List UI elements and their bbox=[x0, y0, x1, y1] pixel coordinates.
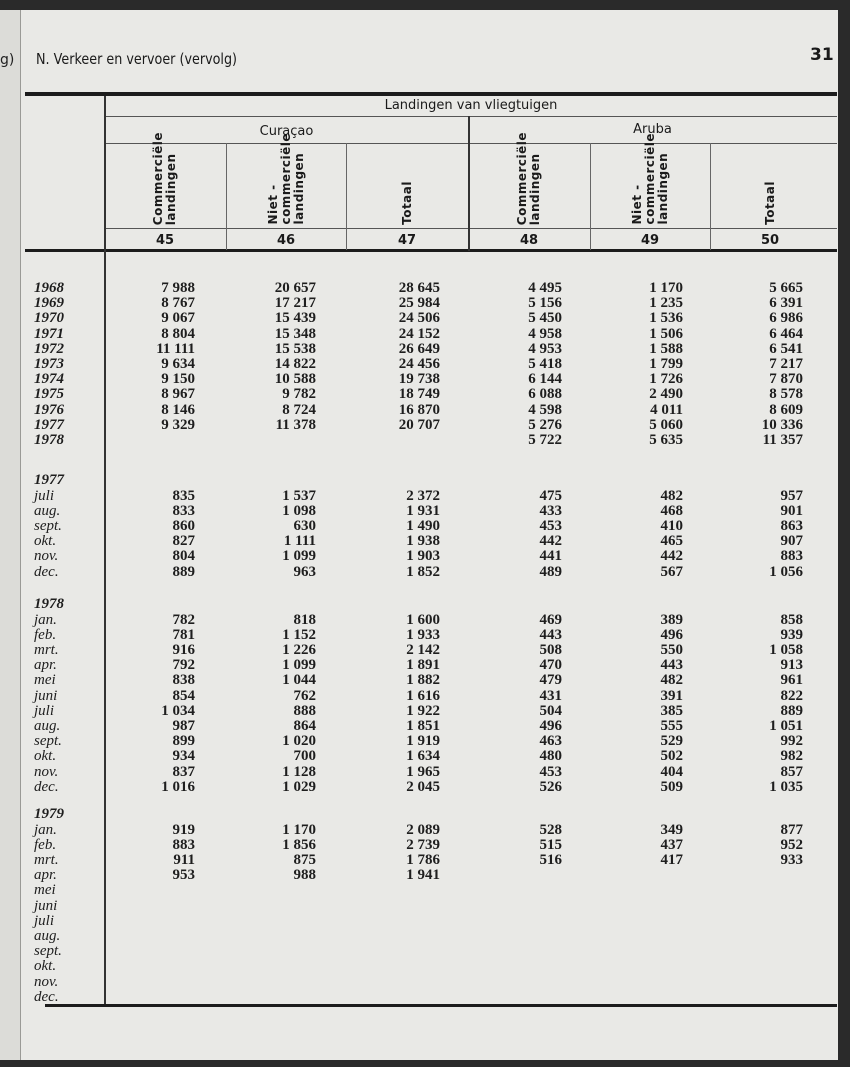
column-header bbox=[256, 133, 316, 225]
rule bbox=[105, 116, 837, 117]
table-cell: 9 634 bbox=[161, 356, 195, 372]
row-label: sept. bbox=[34, 517, 62, 534]
rule bbox=[105, 228, 837, 229]
table-cell: 1 851 bbox=[406, 717, 440, 734]
table-cell: 453 bbox=[539, 763, 562, 780]
table-top-rule bbox=[25, 92, 837, 96]
table-cell: 469 bbox=[539, 611, 562, 628]
table-cell: 982 bbox=[780, 748, 803, 765]
table-cell: 15 348 bbox=[274, 325, 316, 342]
table-cell: 6 541 bbox=[769, 340, 803, 357]
table-cell: 1 506 bbox=[649, 325, 683, 342]
page-title: N. Verkeer en vervoer (vervolg) bbox=[36, 50, 238, 68]
table-cell: 952 bbox=[780, 836, 803, 853]
table-cell: 1 051 bbox=[769, 717, 803, 734]
row-label: dec. bbox=[34, 563, 59, 580]
table-cell: 2 142 bbox=[406, 641, 440, 658]
row-label: 1975 bbox=[34, 386, 64, 403]
row-label: 1978 bbox=[34, 432, 64, 448]
table-cell: 5 060 bbox=[649, 416, 683, 433]
header-bottom-rule bbox=[25, 249, 837, 252]
table-cell: 10 336 bbox=[761, 416, 803, 433]
table-cell: 1 034 bbox=[161, 702, 195, 719]
table-cell: 864 bbox=[293, 717, 316, 734]
table-cell: 463 bbox=[539, 733, 562, 750]
row-label: 1977 bbox=[34, 416, 64, 433]
table-cell: 961 bbox=[780, 672, 803, 689]
table-cell: 443 bbox=[660, 657, 683, 674]
table-cell: 508 bbox=[539, 641, 562, 658]
table-cell: 916 bbox=[172, 641, 195, 658]
table-cell: 1 098 bbox=[282, 502, 316, 519]
table-cell: 8 967 bbox=[161, 386, 195, 403]
table-cell: 863 bbox=[780, 517, 803, 534]
table-cell: 24 152 bbox=[398, 325, 440, 342]
row-label: aug. bbox=[34, 717, 61, 734]
table-cell: 827 bbox=[172, 533, 195, 550]
table-cell: 1 170 bbox=[282, 821, 316, 838]
table-cell: 17 217 bbox=[274, 295, 316, 312]
table-cell: 453 bbox=[539, 517, 562, 534]
table-cell: 1 600 bbox=[406, 611, 440, 628]
table-cell: 465 bbox=[660, 533, 683, 550]
row-label: aug. bbox=[34, 502, 61, 519]
column-header-label: Niet - commerciële landingen bbox=[629, 133, 670, 225]
table-cell: 957 bbox=[780, 487, 803, 504]
table-cell: 475 bbox=[539, 487, 562, 504]
table-cell: 14 822 bbox=[274, 356, 316, 372]
row-label: mei bbox=[34, 672, 56, 689]
table-cell: 630 bbox=[293, 517, 316, 534]
table-cell: 913 bbox=[780, 657, 803, 674]
table-cell: 837 bbox=[172, 763, 195, 780]
row-label: mei bbox=[34, 882, 56, 899]
column-number: 46 bbox=[276, 233, 296, 248]
table-cell: 877 bbox=[780, 821, 803, 838]
row-label: apr. bbox=[34, 867, 57, 884]
table-cell: 1 588 bbox=[649, 340, 683, 357]
row-label: 1971 bbox=[34, 325, 64, 342]
table-cell: 468 bbox=[660, 502, 683, 519]
block-year-heading: 1978 bbox=[34, 596, 64, 612]
group-title: Landingen van vliegtuigen bbox=[384, 98, 558, 113]
table-cell: 901 bbox=[780, 502, 803, 519]
table-cell: 515 bbox=[539, 836, 562, 853]
table-cell: 442 bbox=[660, 548, 683, 565]
table-cell: 8 609 bbox=[769, 401, 803, 418]
table-cell: 567 bbox=[660, 563, 683, 580]
previous-page-fragment: g) bbox=[0, 52, 15, 68]
table-cell: 1 058 bbox=[769, 641, 803, 658]
table-cell: 1 919 bbox=[406, 733, 440, 750]
row-label: aug. bbox=[34, 927, 61, 944]
table-cell: 1 941 bbox=[406, 867, 440, 884]
table-cell: 818 bbox=[293, 611, 316, 628]
table-cell: 5 418 bbox=[528, 356, 562, 372]
table-cell: 883 bbox=[172, 836, 195, 853]
column-header-label: Commerciële landingen bbox=[151, 131, 178, 225]
table-cell: 1 226 bbox=[282, 641, 316, 658]
table-cell: 1 856 bbox=[282, 836, 316, 853]
table-cell: 8 724 bbox=[282, 401, 316, 418]
table-cell: 1 965 bbox=[406, 763, 440, 780]
table-cell: 1 933 bbox=[406, 626, 440, 643]
row-label: okt. bbox=[34, 533, 57, 550]
row-label: juni bbox=[34, 897, 58, 914]
table-cell: 833 bbox=[172, 502, 195, 519]
table-cell: 762 bbox=[293, 687, 316, 704]
table-cell: 5 276 bbox=[528, 416, 562, 433]
table-cell: 8 767 bbox=[161, 295, 195, 312]
table-cell: 9 150 bbox=[161, 371, 195, 388]
table-cell: 26 649 bbox=[398, 340, 440, 357]
table-cell: 7 988 bbox=[161, 280, 195, 296]
table-cell: 1 726 bbox=[649, 371, 683, 388]
page-number: 31 bbox=[810, 45, 834, 65]
column-header-label: Commerciële landingen bbox=[515, 131, 542, 225]
table-cell: 875 bbox=[293, 851, 316, 868]
table-cell: 963 bbox=[293, 563, 316, 580]
table-cell: 911 bbox=[173, 851, 195, 868]
table-cell: 804 bbox=[172, 548, 195, 565]
table-cell: 933 bbox=[780, 851, 803, 868]
table-cell: 1 128 bbox=[282, 763, 316, 780]
table-cell: 8 578 bbox=[769, 386, 803, 403]
table-cell: 417 bbox=[660, 851, 683, 868]
table-cell: 6 391 bbox=[769, 295, 803, 312]
table-cell: 404 bbox=[660, 763, 683, 780]
block-year-heading: 1977 bbox=[34, 472, 64, 488]
table-cell: 25 984 bbox=[398, 295, 440, 312]
table-cell: 854 bbox=[172, 687, 195, 704]
row-label: 1968 bbox=[34, 280, 64, 296]
table-cell: 431 bbox=[539, 687, 562, 704]
table-cell: 1 056 bbox=[769, 563, 803, 580]
table-cell: 939 bbox=[780, 626, 803, 643]
table-cell: 18 749 bbox=[398, 386, 440, 403]
table-cell: 502 bbox=[660, 748, 683, 765]
table-cell: 482 bbox=[660, 672, 683, 689]
rule bbox=[105, 143, 837, 144]
table-cell: 410 bbox=[660, 517, 683, 534]
table-cell: 987 bbox=[172, 717, 195, 734]
table-cell: 953 bbox=[172, 867, 195, 884]
column-header bbox=[377, 147, 437, 225]
table-cell: 889 bbox=[780, 702, 803, 719]
table-cell: 934 bbox=[172, 748, 195, 765]
row-label: juli bbox=[34, 912, 55, 929]
table-cell: 888 bbox=[293, 702, 316, 719]
row-label: 1973 bbox=[34, 356, 64, 372]
table-cell: 20 707 bbox=[398, 416, 440, 433]
table-cell: 838 bbox=[172, 672, 195, 689]
table-cell: 7 870 bbox=[769, 371, 803, 388]
table-cell: 4 495 bbox=[528, 280, 562, 296]
column-header-label: Totaal bbox=[762, 181, 777, 225]
table-cell: 496 bbox=[539, 717, 562, 734]
table-cell: 1 537 bbox=[282, 487, 316, 504]
block-year-heading: 1979 bbox=[34, 806, 64, 822]
table-cell: 1 152 bbox=[282, 626, 316, 643]
column-header-label: Niet - commerciële landingen bbox=[265, 133, 306, 225]
table-cell: 899 bbox=[172, 733, 195, 750]
table-cell: 2 089 bbox=[406, 821, 440, 838]
table-cell: 528 bbox=[539, 821, 562, 838]
table-cell: 889 bbox=[172, 563, 195, 580]
table-cell: 1 099 bbox=[282, 657, 316, 674]
column-number: 48 bbox=[519, 233, 539, 248]
table-cell: 1 922 bbox=[406, 702, 440, 719]
table-cell: 479 bbox=[539, 672, 562, 689]
table-cell: 550 bbox=[660, 641, 683, 658]
table-cell: 470 bbox=[539, 657, 562, 674]
row-label: 1976 bbox=[34, 401, 64, 418]
table-cell: 11 378 bbox=[275, 416, 316, 433]
row-label: 1969 bbox=[34, 295, 64, 312]
table-cell: 1 931 bbox=[406, 502, 440, 519]
table-cell: 883 bbox=[780, 548, 803, 565]
row-label: feb. bbox=[34, 626, 57, 643]
table-cell: 988 bbox=[293, 867, 316, 884]
table-cell: 858 bbox=[780, 611, 803, 628]
table-cell: 437 bbox=[660, 836, 683, 853]
table-cell: 529 bbox=[660, 733, 683, 750]
row-label: okt. bbox=[34, 748, 57, 765]
table-cell: 441 bbox=[539, 548, 562, 565]
column-number: 45 bbox=[155, 233, 175, 248]
column-divider bbox=[226, 143, 227, 250]
table-cell: 385 bbox=[660, 702, 683, 719]
table-cell: 5 665 bbox=[769, 280, 803, 296]
column-header bbox=[620, 133, 680, 225]
column-header-label: Totaal bbox=[399, 181, 414, 225]
table-cell: 1 882 bbox=[406, 672, 440, 689]
table-cell: 1 099 bbox=[282, 548, 316, 565]
row-label: apr. bbox=[34, 657, 57, 674]
table-cell: 2 490 bbox=[649, 386, 683, 403]
table-cell: 2 372 bbox=[406, 487, 440, 504]
column-header bbox=[135, 131, 195, 225]
row-label: 1970 bbox=[34, 310, 64, 327]
table-cell: 2 045 bbox=[406, 778, 440, 795]
row-label: jan. bbox=[34, 611, 57, 628]
row-label: jan. bbox=[34, 821, 57, 838]
table-cell: 11 111 bbox=[156, 340, 195, 357]
table-cell: 907 bbox=[780, 533, 803, 550]
table-cell: 8 804 bbox=[161, 325, 195, 342]
row-label: nov. bbox=[34, 763, 59, 780]
table-cell: 526 bbox=[539, 778, 562, 795]
table-cell: 496 bbox=[660, 626, 683, 643]
row-label: juli bbox=[34, 702, 55, 719]
table-cell: 1 616 bbox=[406, 687, 440, 704]
table-cell: 16 870 bbox=[398, 401, 440, 418]
column-divider bbox=[710, 143, 711, 250]
column-number: 47 bbox=[397, 233, 417, 248]
table-cell: 509 bbox=[660, 778, 683, 795]
table-cell: 6 144 bbox=[528, 371, 562, 388]
table-cell: 700 bbox=[293, 748, 316, 765]
table-cell: 9 329 bbox=[161, 416, 195, 433]
table-cell: 1 852 bbox=[406, 563, 440, 580]
table-cell: 24 456 bbox=[398, 356, 440, 372]
table-cell: 6 986 bbox=[769, 310, 803, 327]
table-cell: 822 bbox=[780, 687, 803, 704]
table-cell: 1 020 bbox=[282, 733, 316, 750]
table-cell: 1 035 bbox=[769, 778, 803, 795]
table-cell: 11 357 bbox=[762, 432, 803, 448]
table-cell: 433 bbox=[539, 502, 562, 519]
table-cell: 6 464 bbox=[769, 325, 803, 342]
table-cell: 9 067 bbox=[161, 310, 195, 327]
table-cell: 4 958 bbox=[528, 325, 562, 342]
table-cell: 28 645 bbox=[398, 280, 440, 296]
table-cell: 480 bbox=[539, 748, 562, 765]
table-cell: 24 506 bbox=[398, 310, 440, 327]
table-cell: 5 156 bbox=[528, 295, 562, 312]
row-label: feb. bbox=[34, 836, 57, 853]
table-cell: 482 bbox=[660, 487, 683, 504]
table-cell: 1 938 bbox=[406, 533, 440, 550]
table-cell: 835 bbox=[172, 487, 195, 504]
table-cell: 1 536 bbox=[649, 310, 683, 327]
table-cell: 19 738 bbox=[398, 371, 440, 388]
row-label: nov. bbox=[34, 548, 59, 565]
table-cell: 1 799 bbox=[649, 356, 683, 372]
row-label: sept. bbox=[34, 733, 62, 750]
table-cell: 10 588 bbox=[274, 371, 316, 388]
table-cell: 1 490 bbox=[406, 517, 440, 534]
row-label: okt. bbox=[34, 958, 57, 975]
table-cell: 781 bbox=[172, 626, 195, 643]
table-cell: 7 217 bbox=[769, 356, 803, 372]
table-cell: 389 bbox=[660, 611, 683, 628]
row-label: dec. bbox=[34, 778, 59, 795]
table-cell: 1 634 bbox=[406, 748, 440, 765]
table-cell: 5 450 bbox=[528, 310, 562, 327]
table-cell: 15 439 bbox=[274, 310, 316, 327]
row-label: sept. bbox=[34, 943, 62, 960]
table-cell: 782 bbox=[172, 611, 195, 628]
row-label: juli bbox=[34, 487, 55, 504]
table-cell: 442 bbox=[539, 533, 562, 550]
table-cell: 860 bbox=[172, 517, 195, 534]
table-bottom-rule bbox=[45, 1004, 837, 1007]
table-cell: 349 bbox=[660, 821, 683, 838]
region-aruba: Aruba bbox=[633, 122, 672, 137]
previous-page-edge bbox=[0, 10, 21, 1060]
table-cell: 1 111 bbox=[283, 533, 316, 550]
table-cell: 8 146 bbox=[161, 401, 195, 418]
table-cell: 6 088 bbox=[528, 386, 562, 403]
table-cell: 391 bbox=[660, 687, 683, 704]
table-cell: 20 657 bbox=[274, 280, 316, 296]
column-divider bbox=[590, 143, 591, 250]
row-label: mrt. bbox=[34, 641, 59, 658]
table-cell: 489 bbox=[539, 563, 562, 580]
table-cell: 1 029 bbox=[282, 778, 316, 795]
table-cell: 4 598 bbox=[528, 401, 562, 418]
table-cell: 1 235 bbox=[649, 295, 683, 312]
row-label: juni bbox=[34, 687, 58, 704]
table-cell: 1 016 bbox=[161, 778, 195, 795]
table-cell: 1 170 bbox=[649, 280, 683, 296]
table-cell: 504 bbox=[539, 702, 562, 719]
table-cell: 1 903 bbox=[406, 548, 440, 565]
table-cell: 919 bbox=[172, 821, 195, 838]
row-label: 1972 bbox=[34, 340, 64, 357]
row-label: nov. bbox=[34, 973, 59, 990]
column-header bbox=[499, 131, 559, 225]
table-cell: 443 bbox=[539, 626, 562, 643]
row-label: mrt. bbox=[34, 851, 59, 868]
region-curacao: Curaçao bbox=[259, 124, 314, 139]
row-label: dec. bbox=[34, 988, 59, 1005]
table-cell: 5 635 bbox=[649, 432, 683, 448]
table-cell: 4 011 bbox=[650, 401, 683, 418]
table-cell: 15 538 bbox=[274, 340, 316, 357]
table-cell: 1 891 bbox=[406, 657, 440, 674]
table-cell: 5 722 bbox=[528, 432, 562, 448]
table-cell: 992 bbox=[780, 733, 803, 750]
table-cell: 9 782 bbox=[282, 386, 316, 403]
table-cell: 4 953 bbox=[528, 340, 562, 357]
column-number: 49 bbox=[640, 233, 660, 248]
column-divider bbox=[346, 143, 347, 250]
table-cell: 1 044 bbox=[282, 672, 316, 689]
row-label: 1974 bbox=[34, 371, 64, 388]
column-header bbox=[740, 147, 800, 225]
table-cell: 2 739 bbox=[406, 836, 440, 853]
table-cell: 516 bbox=[539, 851, 562, 868]
column-number: 50 bbox=[760, 233, 780, 248]
table-cell: 555 bbox=[660, 717, 683, 734]
table-cell: 1 786 bbox=[406, 851, 440, 868]
table-cell: 792 bbox=[172, 657, 195, 674]
table-cell: 857 bbox=[780, 763, 803, 780]
